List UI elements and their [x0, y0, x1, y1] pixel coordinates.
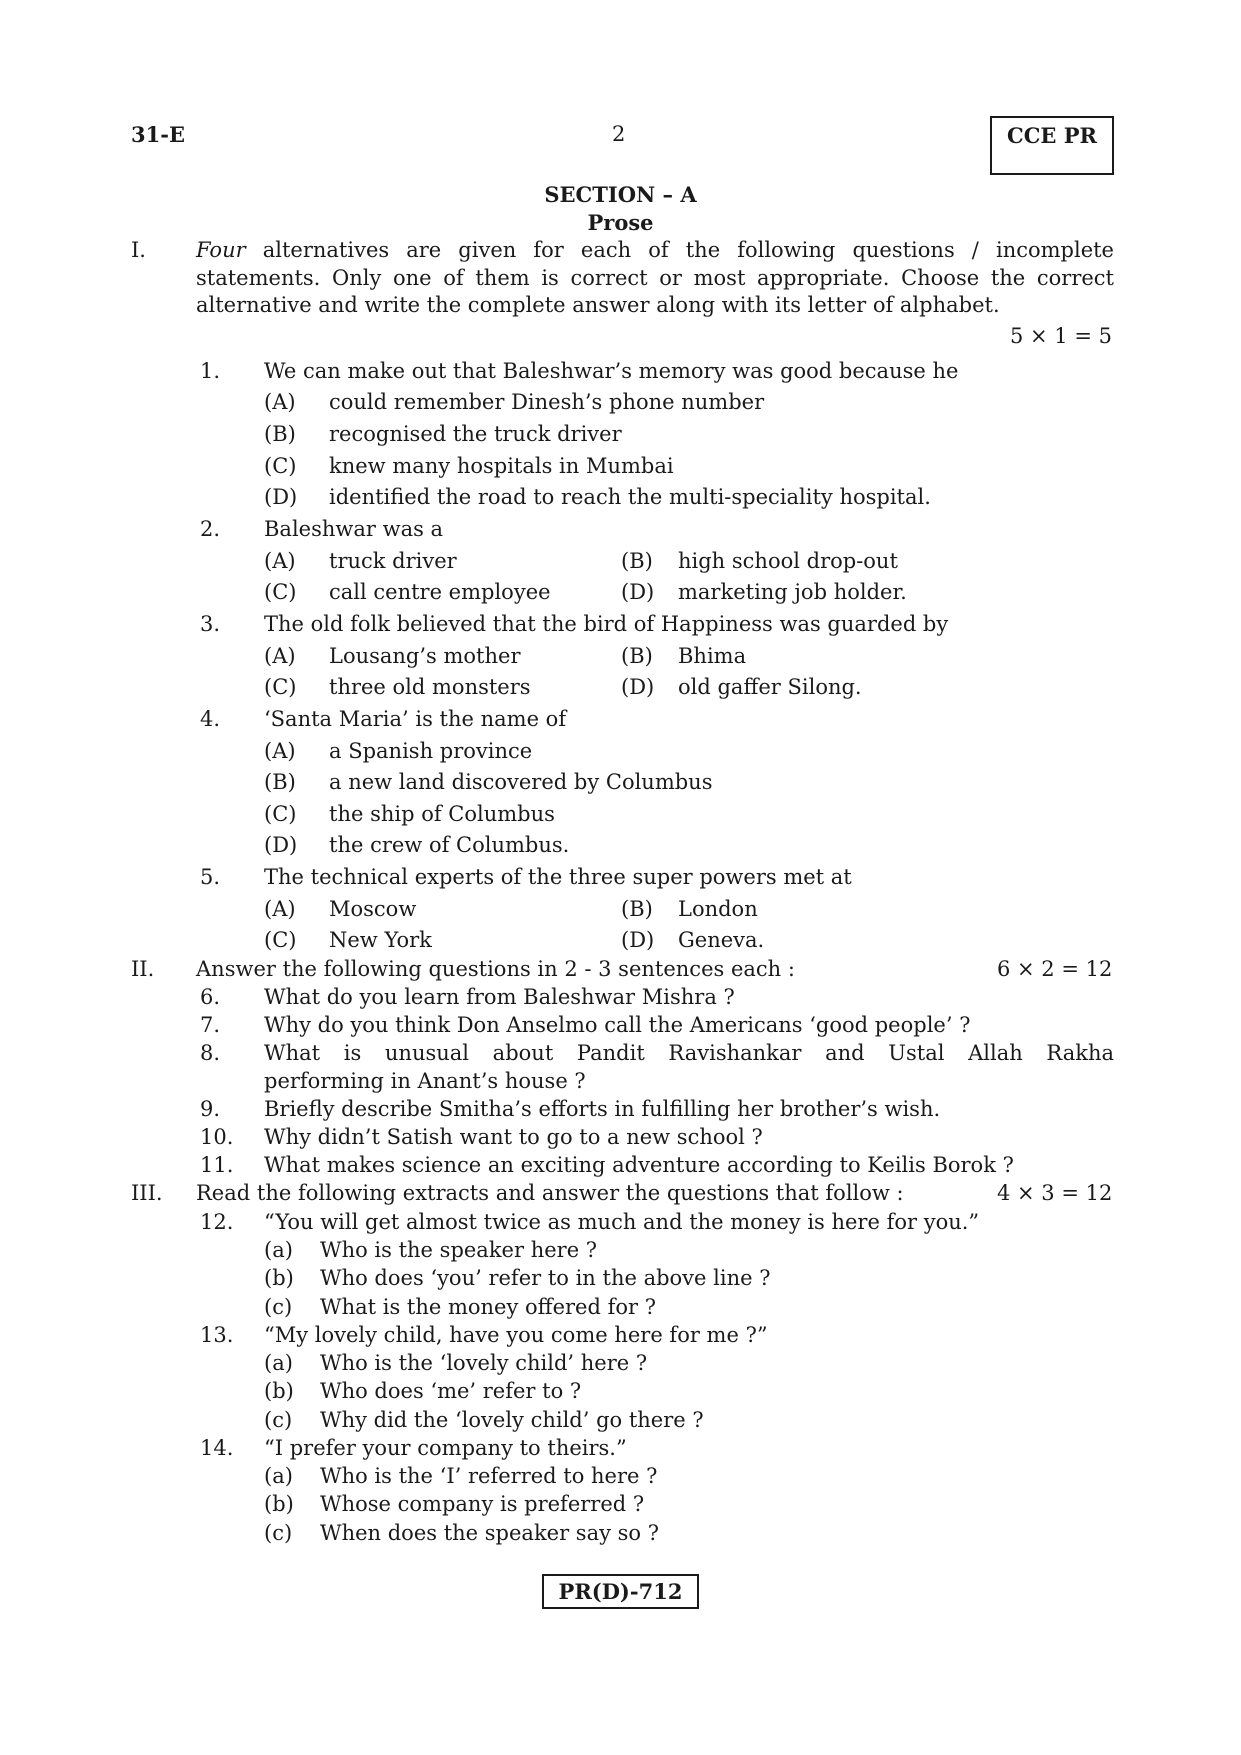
option-text: high school drop-out	[678, 549, 898, 573]
sub-question-label: (b)	[264, 1492, 294, 1516]
question-number: 4.	[200, 707, 221, 731]
part-3-instruction: Read the following extracts and answer the questions that follow :	[196, 1181, 904, 1205]
sub-question-label: (a)	[264, 1351, 293, 1375]
question-text: “I prefer your company to theirs.”	[264, 1436, 627, 1460]
question-text: What do you learn from Baleshwar Mishra ?	[264, 985, 735, 1009]
option-text: knew many hospitals in Mumbai	[329, 454, 674, 478]
question-text: Baleshwar was a	[264, 517, 444, 541]
option-text: a Spanish province	[329, 739, 533, 763]
sub-question-text: Why did the ‘lovely child’ go there ?	[320, 1408, 704, 1432]
option-label: (C)	[264, 454, 297, 478]
question-text-line-2: performing in Anant’s house ?	[264, 1069, 586, 1093]
question-text: ‘Santa Maria’ is the name of	[264, 707, 567, 731]
option-label: (D)	[264, 833, 298, 857]
part-1-instruction-line-1	[196, 238, 1114, 262]
option-label: (B)	[621, 897, 653, 921]
part-3-marks: 4 × 3 = 12	[997, 1181, 1113, 1205]
option-label: (B)	[621, 644, 653, 668]
question-number: 11.	[200, 1153, 234, 1177]
footer-code-box	[542, 1574, 699, 1609]
option-text: old gaffer Silong.	[678, 675, 862, 699]
question-text: The old folk believed that the bird of Happiness was guarded by	[264, 612, 949, 636]
sub-question-label: (c)	[264, 1295, 293, 1319]
option-label: (A)	[264, 739, 296, 763]
instruction-emphasis: Four	[196, 238, 246, 262]
option-label: (C)	[264, 928, 297, 952]
question-number: 6.	[200, 985, 221, 1009]
option-label: (A)	[264, 644, 296, 668]
option-text: call centre employee	[329, 580, 551, 604]
option-label: (B)	[621, 549, 653, 573]
series-box	[990, 116, 1114, 175]
question-text-line-1: What is unusual about Pandit Ravishankar and Ustal Allah Rakha	[264, 1041, 1114, 1065]
question-number: 8.	[200, 1041, 221, 1065]
footer-code: PR(D)-712	[558, 1579, 683, 1604]
sub-question-label: (b)	[264, 1266, 294, 1290]
option-text: three old monsters	[329, 675, 531, 699]
question-text: “My lovely child, have you come here for me ?”	[264, 1323, 768, 1347]
question-text: Why didn’t Satish want to go to a new school ?	[264, 1125, 763, 1149]
option-label: (C)	[264, 675, 297, 699]
section-subtitle: Prose	[587, 210, 654, 235]
option-label: (A)	[264, 390, 296, 414]
option-label: (D)	[264, 485, 298, 509]
question-number: 14.	[200, 1436, 234, 1460]
option-text: could remember Dinesh’s phone number	[329, 390, 765, 414]
option-text: marketing job holder.	[678, 580, 907, 604]
option-label: (C)	[264, 580, 297, 604]
sub-question-text: Who is the ‘lovely child’ here ?	[320, 1351, 648, 1375]
part-1-instruction-line-2: statements. Only one of them is correct or most appropriate. Choose the correct	[196, 266, 1114, 290]
sub-question-text: Who does ‘me’ refer to ?	[320, 1379, 582, 1403]
option-text: New York	[329, 928, 432, 952]
option-text: London	[678, 897, 758, 921]
option-text: identified the road to reach the multi-speciality hospital.	[329, 485, 931, 509]
option-text: the ship of Columbus	[329, 802, 555, 826]
option-label: (C)	[264, 802, 297, 826]
sub-question-text: Who is the ‘I’ referred to here ?	[320, 1464, 658, 1488]
sub-question-text: When does the speaker say so ?	[320, 1521, 659, 1545]
option-label: (A)	[264, 549, 296, 573]
question-number: 13.	[200, 1323, 234, 1347]
sub-question-text: Who is the speaker here ?	[320, 1238, 598, 1262]
option-label: (B)	[264, 422, 296, 446]
question-text: The technical experts of the three super powers met at	[264, 865, 852, 889]
part-2-instruction: Answer the following questions in 2 - 3 sentences each :	[196, 957, 795, 981]
sub-question-label: (c)	[264, 1521, 293, 1545]
sub-question-label: (c)	[264, 1408, 293, 1432]
option-text: a new land discovered by Columbus	[329, 770, 713, 794]
series-label: CCE PR	[1007, 123, 1097, 148]
option-label: (D)	[621, 580, 655, 604]
sub-question-text: What is the money offered for ?	[320, 1295, 656, 1319]
option-label: (B)	[264, 770, 296, 794]
question-number: 3.	[200, 612, 221, 636]
option-label: (D)	[621, 675, 655, 699]
sub-question-label: (a)	[264, 1238, 293, 1262]
question-text: “You will get almost twice as much and the money is here for you.”	[264, 1210, 980, 1234]
option-text: recognised the truck driver	[329, 422, 622, 446]
part-3-numeral: III.	[131, 1181, 163, 1205]
option-text: Lousang’s mother	[329, 644, 521, 668]
question-number: 2.	[200, 517, 221, 541]
paper-code: 31-E	[131, 122, 185, 147]
question-number: 1.	[200, 359, 221, 383]
option-text: truck driver	[329, 549, 457, 573]
option-label: (D)	[621, 928, 655, 952]
question-text: Why do you think Don Anselmo call the Americans ‘good people’ ?	[264, 1013, 971, 1037]
option-text: Bhima	[678, 644, 747, 668]
page-number: 2	[612, 122, 626, 146]
option-text: the crew of Columbus.	[329, 833, 570, 857]
question-number: 5.	[200, 865, 221, 889]
sub-question-label: (b)	[264, 1379, 294, 1403]
option-text: Moscow	[329, 897, 417, 921]
question-number: 10.	[200, 1125, 234, 1149]
sub-question-label: (a)	[264, 1464, 293, 1488]
question-number: 7.	[200, 1013, 221, 1037]
question-number: 12.	[200, 1210, 234, 1234]
question-text: What makes science an exciting adventure according to Keilis Borok ?	[264, 1153, 1014, 1177]
part-2-marks: 6 × 2 = 12	[997, 957, 1113, 981]
part-1-marks: 5 × 1 = 5	[1010, 324, 1112, 348]
part-1-numeral: I.	[131, 238, 146, 262]
part-1-instruction-line-3: alternative and write the complete answer along with its letter of alphabet.	[196, 293, 1000, 317]
option-label: (A)	[264, 897, 296, 921]
sub-question-text: Who does ‘you’ refer to in the above line ?	[320, 1266, 771, 1290]
sub-question-text: Whose company is preferred ?	[320, 1492, 645, 1516]
instruction-line-1-rest: alternatives are given for each of the following questions / incomplete	[262, 238, 1114, 262]
question-text: Briefly describe Smitha’s efforts in fulfilling her brother’s wish.	[264, 1097, 941, 1121]
part-2-numeral: II.	[131, 957, 155, 981]
section-title: SECTION – A	[544, 182, 697, 207]
question-text: We can make out that Baleshwar’s memory was good because he	[264, 359, 959, 383]
question-number: 9.	[200, 1097, 221, 1121]
option-text: Geneva.	[678, 928, 765, 952]
